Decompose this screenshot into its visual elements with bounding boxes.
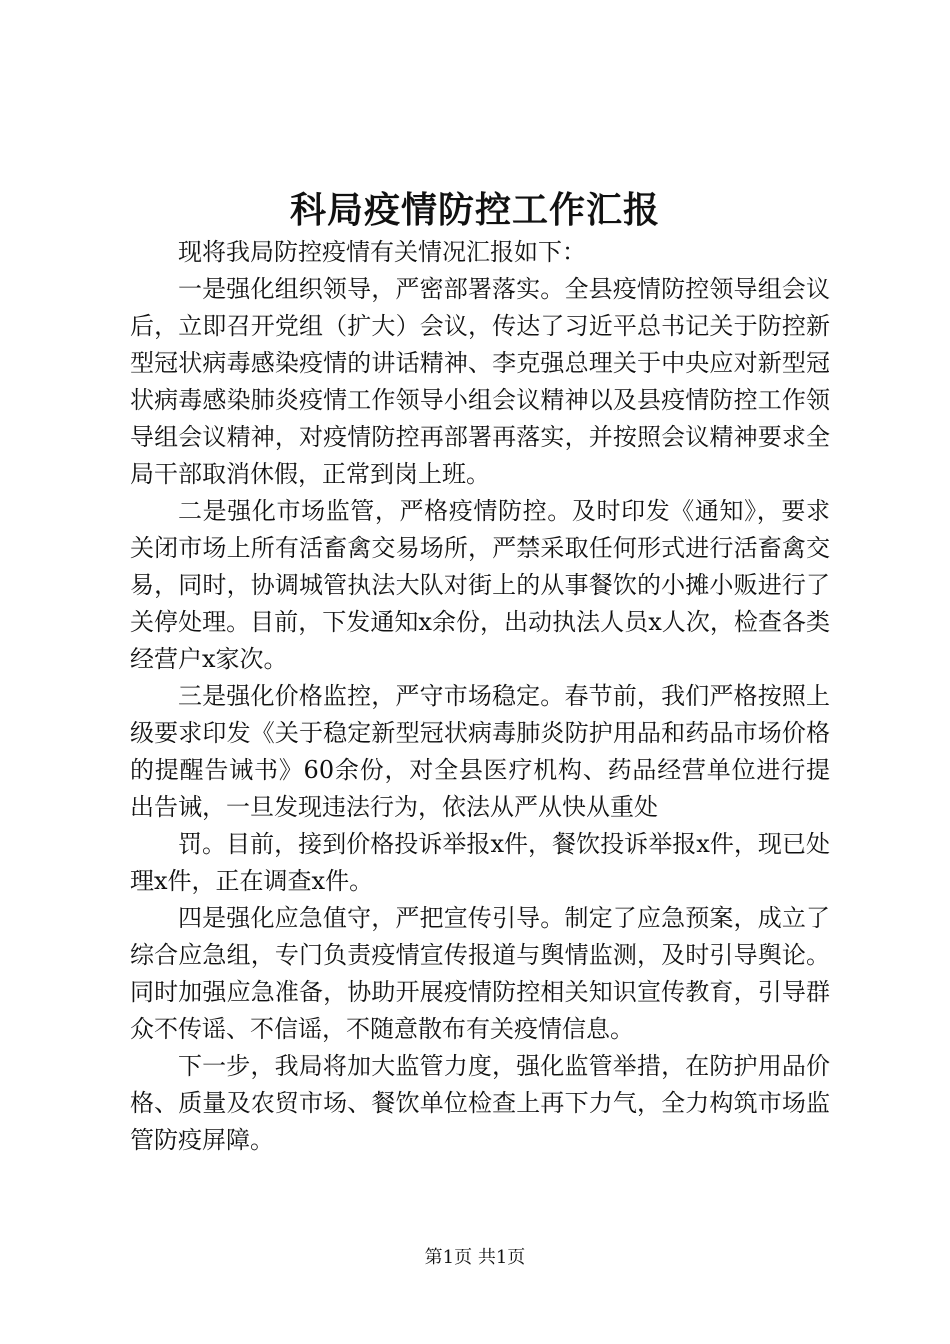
paragraph-market-supervision: 二是强化市场监管，严格疫情防控。及时印发《通知》，要求关闭市场上所有活畜禽交易场所，严禁采取任何形式进行活畜禽交易，同时，协调城管执法大队对街上的从事餐饮的小摊小贩进行了关停处理。目前，下发通知x余份，出动执法人员x人次，检查各类经营户x家次。: [130, 497, 830, 673]
paragraph-organization: 一是强化组织领导，严密部署落实。全县疫情防控领导组会议后，立即召开党组（扩大）会议，传达了习近平总书记关于防控新型冠状病毒感染疫情的讲话精神、李克强总理关于中央应对新型冠状病毒感染肺炎疫情工作领导小组会议精神以及县疫情防控工作领导组会议精神，对疫情防控再部署再落实，并按照会议精神要求全局干部取消休假，正常到岗上班。: [130, 275, 830, 488]
document-title: 科局疫情防控工作汇报: [289, 189, 660, 231]
paragraph-next-steps: 下一步，我局将加大监管力度，强化监管举措，在防护用品价格、质量及农贸市场、餐饮单位检查上再下力气，全力构筑市场监管防疫屏障。: [130, 1052, 830, 1154]
page-footer: 第1页 共1页: [424, 1247, 526, 1268]
paragraph-intro: 现将我局防控疫情有关情况汇报如下：: [178, 238, 586, 266]
document-body: [130, 234, 830, 1159]
paragraph-price-control-continued: 罚。目前，接到价格投诉举报x件，餐饮投诉举报x件，现已处理x件，正在调查x件。: [130, 830, 830, 895]
paragraph-emergency-duty: 四是强化应急值守，严把宣传引导。制定了应急预案，成立了综合应急组，专门负责疫情宣传报道与舆情监测，及时引导舆论。同时加强应急准备，协助开展疫情防控相关知识宣传教育，引导群众不传谣、不信谣，不随意散布有关疫情信息。: [130, 904, 830, 1043]
paragraph-price-control: 三是强化价格监控，严守市场稳定。春节前，我们严格按照上级要求印发《关于稳定新型冠状病毒肺炎防护用品和药品市场价格的提醒告诫书》60余份，对全县医疗机构、药品经营单位进行提出告诫，一旦发现违法行为，依法从严从快从重处: [130, 682, 830, 821]
